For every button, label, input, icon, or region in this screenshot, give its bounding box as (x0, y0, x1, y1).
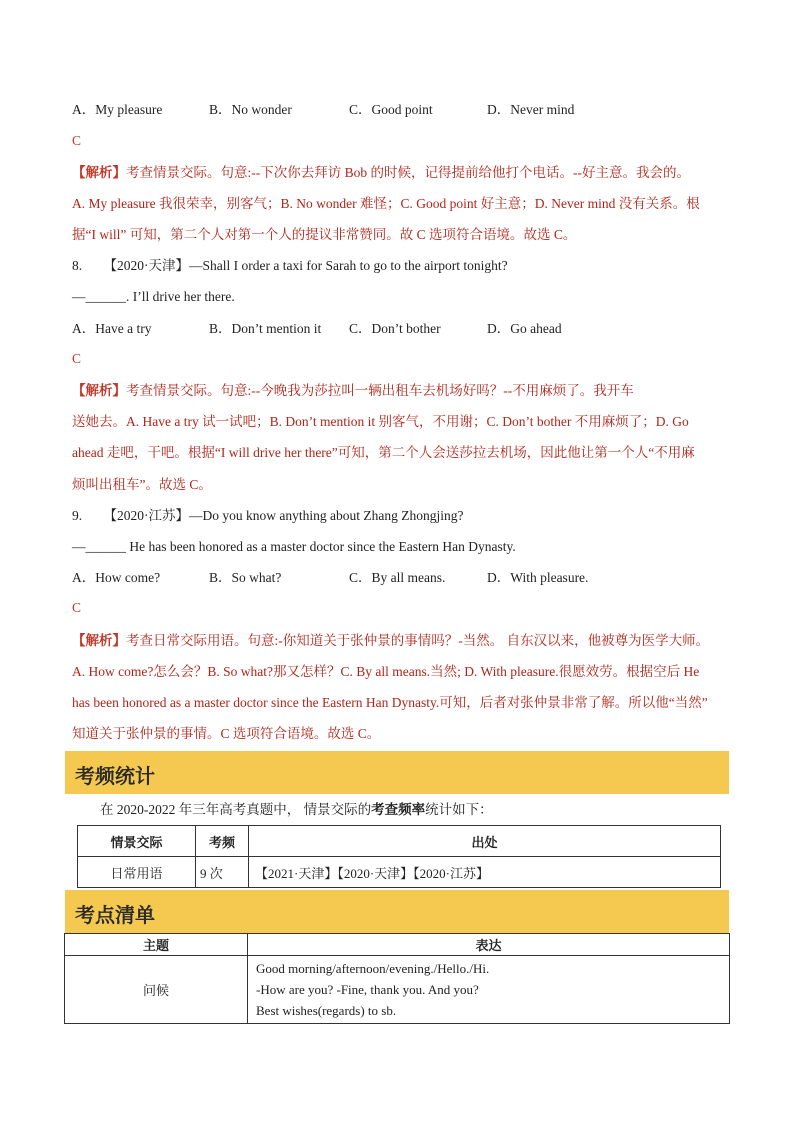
q9-analysis-tag: 【解析】 (72, 633, 126, 648)
points-cell-expressions (248, 956, 730, 1024)
q8-answer: C (72, 351, 82, 366)
q8-option-c: C．Don’t bother (349, 321, 441, 336)
q8-option-a: A．Have a try (72, 321, 152, 336)
freq-table-row (78, 857, 721, 888)
freq-table-header (78, 826, 721, 857)
q8-source: 【2020·天津】 (103, 258, 189, 273)
freq-cell-topic: 日常用语 (78, 857, 196, 888)
q8-analysis-line-1 (72, 382, 634, 400)
q9-reply: —______ He has been honored as a master doctor since the Eastern Han Dynasty. (72, 539, 516, 554)
q8-question (72, 257, 508, 275)
freq-table (77, 825, 721, 888)
points-expression-line: -How are you? -Fine, thank you. And you? (256, 982, 479, 997)
q7-analysis-line-2: A. My pleasure 我很荣幸，别客气；B. No wonder 难怪；C. Good point 好主意；D. Never mind 没有关系。根 (72, 196, 700, 211)
points-table-row (65, 956, 730, 1024)
q9-question (72, 507, 463, 525)
q8-question-text: —Shall I order a taxi for Sarah to go to the airport tonight? (189, 258, 508, 273)
q9-analysis-line-4: 知道关于张仲景的事情。C 选项符合语境。故选 C。 (72, 726, 381, 741)
points-expression-line: Best wishes(regards) to sb. (256, 1003, 397, 1018)
q9-analysis-text: 考查日常交际用语。句意:-你知道关于张仲景的事情吗？-当然。 自东汉以来，他被尊为医学大师。 (126, 633, 710, 648)
q8-analysis-line-2: 送她去。A. Have a try 试一试吧；B. Don’t mention it 别客气，不用谢；C. Don’t bother 不用麻烦了；D. Go (72, 414, 689, 429)
points-table-header (65, 934, 730, 956)
q9-analysis-line-2: A. How come?怎么会？B. So what?那又怎样？C. By all means.当然; D. With pleasure.很愿效劳。根据空后 He (72, 664, 700, 679)
freq-intro-tail: 统计如下： (425, 802, 493, 817)
q7-option-a: A．My pleasure (72, 102, 163, 117)
q9-option-a: A．How come? (72, 570, 161, 585)
q9-option-c: C．By all means. (349, 570, 446, 585)
q7-option-d: D．Never mind (487, 102, 575, 117)
freq-cell-count: 9 次 (196, 857, 249, 888)
q9-answer: C (72, 600, 82, 615)
q7-option-b: B．No wonder (209, 102, 292, 117)
points-cell-topic: 问候 (65, 956, 248, 1024)
q7-analysis-line-1 (72, 164, 690, 182)
q7-analysis-tag: 【解析】 (72, 165, 126, 180)
freq-header-count: 考频 (196, 826, 249, 857)
q8-option-b: B．Don’t mention it (209, 321, 322, 336)
points-expression-line: Good morning/afternoon/evening./Hello./Hi. (256, 961, 490, 976)
q9-number: 9. (72, 508, 83, 523)
q9-analysis-line-3: has been honored as a master doctor since the Eastern Han Dynasty.可知，后者对张仲景非常了解。所以他“当然” (72, 695, 708, 710)
q9-option-b: B．So what? (209, 570, 282, 585)
q7-analysis-line-3: 据“I will” 可知，第二个人对第一个人的提议非常赞同。故 C 选项符合语境。故选 C。 (72, 227, 577, 242)
freq-intro-emphasis: 考查频率 (371, 802, 426, 817)
freq-header-topic: 情景交际 (78, 826, 196, 857)
q9-analysis-line-1 (72, 632, 709, 650)
q9-question-text: —Do you know anything about Zhang Zhongjing? (189, 508, 464, 523)
points-header-expression: 表达 (248, 934, 730, 956)
points-header-topic: 主题 (65, 934, 248, 956)
q8-analysis-tag: 【解析】 (72, 383, 126, 398)
q8-reply: —______. I’ll drive her there. (72, 289, 235, 304)
freq-cell-source: 【2021·天津】【2020·天津】【2020·江苏】 (249, 857, 721, 888)
q7-analysis-text: 考查情景交际。句意:--下次你去拜访 Bob 的时候，记得提前给他打个电话。--好主意。我会的。 (126, 165, 690, 180)
q8-analysis-line-3: ahead 走吧，干吧。根据“I will drive her there”可知，第二个人会送莎拉去机场，因此他让第一个人“不用麻 (72, 445, 695, 460)
freq-intro (100, 801, 493, 819)
freq-intro-text: 在 2020-2022 年三年高考真题中， 情景交际的 (100, 802, 372, 817)
q8-analysis-line-4: 烦叫出租车”。故选 C。 (72, 477, 212, 492)
freq-section-title: 考频统计 (75, 764, 155, 788)
q7-option-c: C．Good point (349, 102, 433, 117)
freq-header-source: 出处 (249, 826, 721, 857)
q9-option-d: D．With pleasure. (487, 570, 589, 585)
points-table (64, 933, 730, 1024)
q8-analysis-text: 考查情景交际。句意:--今晚我为莎拉叫一辆出租车去机场好吗？--不用麻烦了。我开车 (126, 383, 634, 398)
points-section-banner (65, 890, 729, 933)
q7-answer: C (72, 133, 82, 148)
q8-option-d: D．Go ahead (487, 321, 562, 336)
q9-source: 【2020·江苏】 (103, 508, 189, 523)
freq-section-banner (65, 751, 729, 794)
points-section-title: 考点清单 (75, 903, 155, 927)
q8-number: 8. (72, 258, 83, 273)
